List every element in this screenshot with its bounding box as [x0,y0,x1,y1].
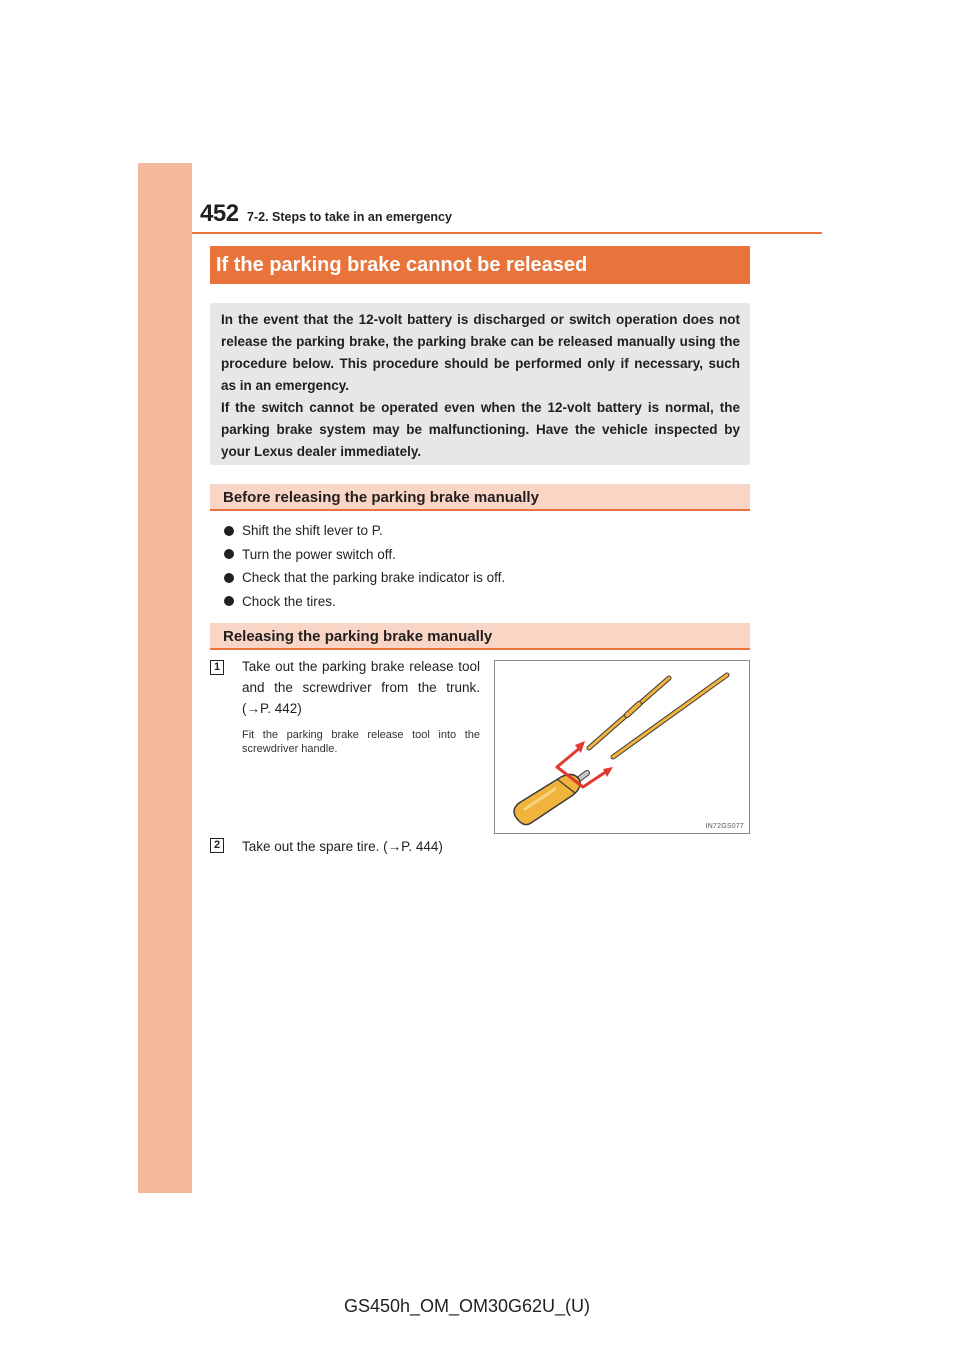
before-checklist [224,519,505,613]
side-tab [138,163,192,1193]
header-rule [192,232,822,234]
bullet-icon [224,596,234,606]
subhead-before: Before releasing the parking brake manually [210,484,750,511]
chapter-title: 7-2. Steps to take in an emergency [247,210,452,224]
bullet-icon [224,573,234,583]
bullet-icon [224,549,234,559]
document-code: GS450h_OM_OM30G62U_(U) [343,1296,591,1316]
step-number-1: 1 [210,660,224,675]
list-item: Turn the power switch off. [224,543,505,567]
list-item: Shift the shift lever to P. [224,519,505,543]
intro-paragraph-1: In the event that the 12-volt battery is discharged or switch operation does not release the parking brake, the parking brake can be released manually using the procedure below. This procedure should be performed only if necessary, such as in an emergency. [221,312,740,393]
bullet-icon [224,526,234,536]
list-item: Chock the tires. [224,590,505,614]
step-2-text: Take out the spare tire. (→P. 444) [242,839,443,854]
intro-paragraph-2: If the switch cannot be operated even when the 12-volt battery is normal, the parking brake system may be malfunctioning. Have the vehicle inspected by your Lexus dealer immediately. [221,400,740,459]
list-item: Check that the parking brake indicator is off. [224,566,505,590]
screwdriver-and-tool-icon [495,661,751,835]
step-number-2: 2 [210,838,224,853]
page-number: 452 [200,200,239,227]
step-1-text: Take out the parking brake release tool and the screwdriver from the trunk. (→P. 442) [242,659,480,716]
release-tool-icon [589,678,669,748]
tool-illustration [494,660,750,834]
intro-box [210,303,750,465]
subhead-releasing: Releasing the parking brake manually [210,623,750,650]
figure-code: IN72GS077 [705,823,744,830]
section-title: If the parking brake cannot be released [210,246,750,284]
step-1-note: Fit the parking brake release tool into the screwdriver handle. [242,729,480,755]
